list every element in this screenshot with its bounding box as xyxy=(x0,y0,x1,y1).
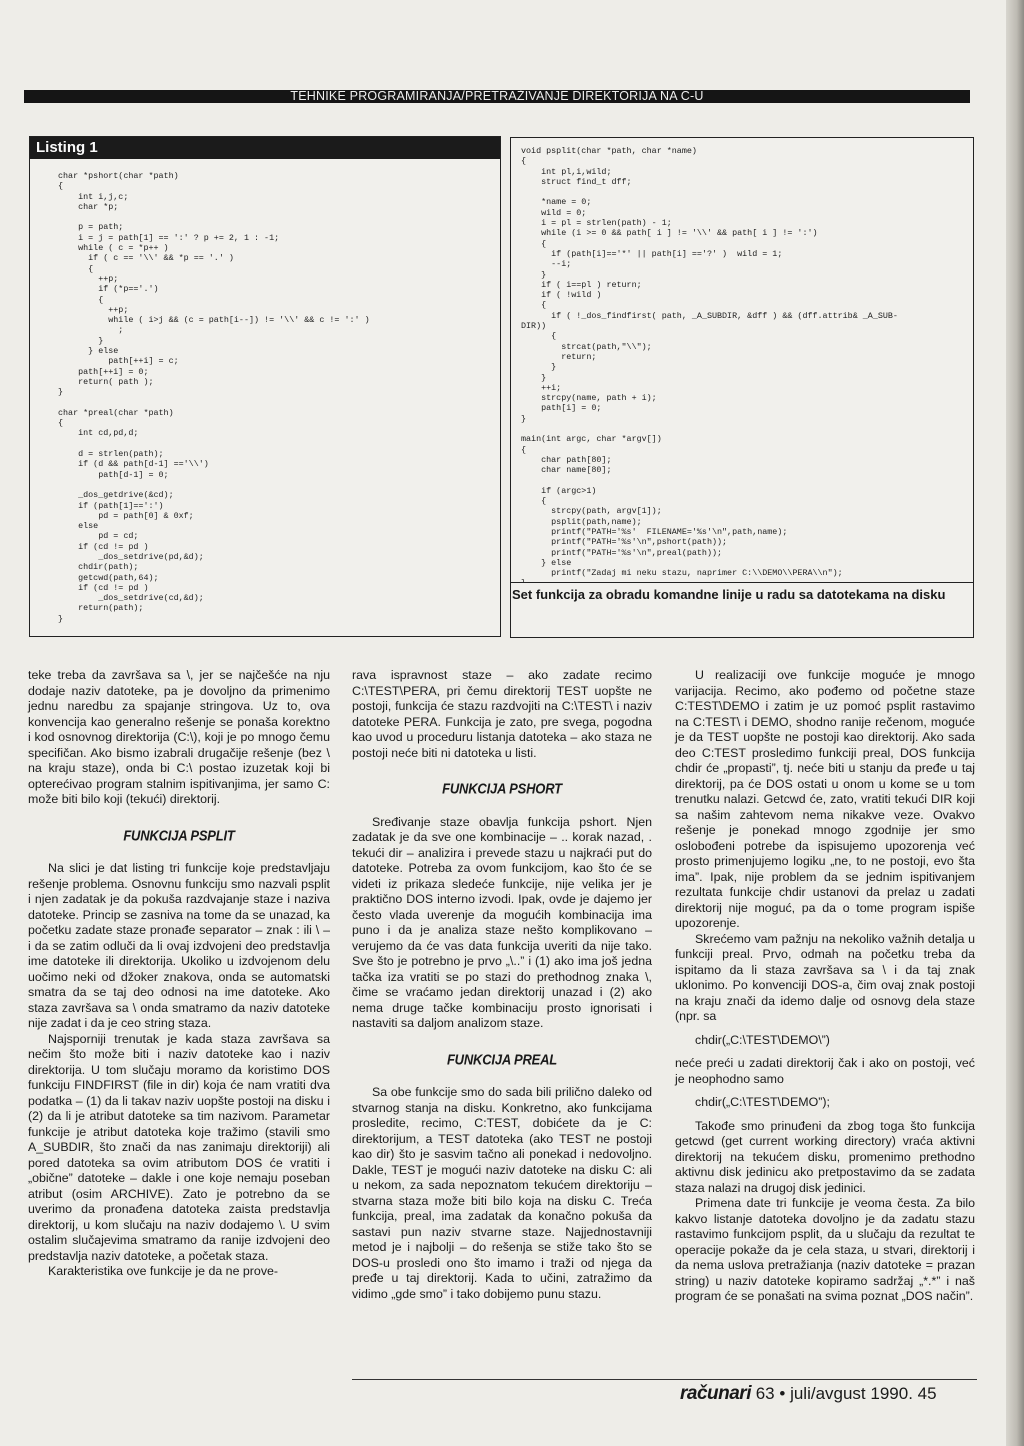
bullet-icon: • xyxy=(779,1384,786,1403)
issue-number: 63 xyxy=(755,1384,775,1403)
article-column-1 xyxy=(28,668,330,1280)
paragraph: Sa obe funkcije smo do sada bili prilično daleko od stvarnog stanja na disku. Konkretno, ako funkcijama prosledite, recimo, C:TEST, dobićete da je C: direktorijum, a TEST datoteka (ako TEST ne postoji kao dir) što je sasvim tačno ali ponekad i nedovoljno. Dakle, TEST je mogući naziv datoteke na disku C: ali u nekom, za sada nepoznatom tekućem direktoriju – stvarna staza može biti bilo koja na disku C. Treća funkcija, preal, ima zadatak da konačno pokuša da sastavi pun naziv stvarne staze. Najjednostavniji metod je i najbolji – do rešenja se stiže tako što se DOS-u prosledi ono što imamo i traži od njega da pređe u taj direktorij. Kada to učini, zatražimo da vidimo „gde smo” i tako dobijemo punu stazu. xyxy=(352,1085,652,1301)
paragraph: U realizaciji ove funkcije moguće je mnogo varijacija. Recimo, ako pođemo od početne staze C:TEST\DEMO i zatim je uz pomoć psplit rastavimo na C:TEST\ i DEMO, shodno ranije rečenom, moguće je da TEST uopšte ne postoji kao direktorij. Ako sada deo C:TEST prosledimo funkciji preal, DOS funkcija chdir će „propasti”, tj. neće biti u stanju da pređe u taj direktorij, pa će DOS ostati u onom u kome se u tom trenutku nalazi. Getcwd će, zato, vratiti tekući DIR koji sa našim zahtevom nema nikakve veze. Ovakvo rešenje je ponekad mnogo zgodnije jer smo oslobođeni potrebe da ispisujemo upozorenja već prosto primenjujemo logiku „ne, to ne postoji, evo šta ima”. Ipak, nije problem da se jednim ispitivanjem rezultata funkcije chdir ustanovi da prelaz u zadati direktorij nije moguć, pa da o tome program ispiše upozorenje. xyxy=(675,668,975,930)
page-footer xyxy=(680,1384,937,1404)
paragraph: Sređivanje staze obavlja funkcija pshort. Njen zadatak je da sve one kombinacije – .. korak nazad, . tekući dir – analizira i prevede stazu u najkraći put do datoteke. Potreba za ovom funkcijom, kao što će se videti iz prikaza sledeće funkcije, nije velika jer je praktično DOS interno izvodi. Ipak, ovde je dajemo jer često vlada uverenje da mogućih kombinacija ima puno i da je analiza staze nešto komplikovano – verujemo da će vas data funkcija uveriti da nije tako. Sve što je potrebno je prvo „\..” i (1) ako ima još jedna tačka iza vratiti se po stazi do prethodnog znaka \, čime se vraćamo jedan direktorij unazad i (2) ako nema druge tačke kombinaciju prosto ignorisati i nastaviti sa daljom analizom staze. xyxy=(352,814,652,1030)
magazine-brand: računari xyxy=(680,1383,751,1404)
paragraph: Skrećemo vam pažnju na nekoliko važnih detalja u funkciji preal. Prvo, odmah na početku treba da ispitamo da li staza završava sa \ i da taj znak uklonimo. Po konvenciji DOS-a, čim ovaj znak postoji na kraju znači da idemo dalje od osnovg dela staze (npr. sa xyxy=(675,931,975,1023)
paragraph: Takođe smo prinuđeni da zbog toga što funkcija getcwd (get current working directory) vraća aktivni direktorij na tekućem disku, promenimo prethodno aktivnu disk jedinicu ako pretpostavimo da se zadata staza nalazi na drugoj disk jedinici. xyxy=(675,1118,975,1195)
listing-caption: Set funkcija za obradu komandne linije u radu sa datotekama na disku xyxy=(511,582,973,637)
page-edge xyxy=(1006,0,1024,1446)
paragraph: Karakteristika ove funkcije je da ne prove- xyxy=(48,1264,279,1278)
paragraph: rava ispravnost staze – ako zadate recimo C:\TEST\PERA, pri čemu direktorij TEST uopšte ne postoji, funkcija će stazu razdvojiti na C:\TEST\ i naziv datoteke PERA. Funkcija je zato, pre svega, pogodna kao uvod u proceduru listanja datoteka – ako staza ne postoji neće biti ni datoteka u listi. xyxy=(352,668,652,760)
listing-label: Listing 1 xyxy=(30,137,500,159)
page-number: 45 xyxy=(917,1384,937,1403)
paragraph: Primena date tri funkcije je veoma česta. Za bilo kakvo listanje datoteka dovoljno je da zadatu stazu rastavimo funkcijom psplit, da u slučaju da rezultat te operacije pokaže da je cela staza, u stvari, direktorij i da nema uslova pretražianja (naziv datoteke = prazan string) u naziv datoteke kopiramo sadržaj „*.*” i naš program će se ponašati na svima poznat „DOS način”. xyxy=(675,1196,975,1303)
article-column-3 xyxy=(675,668,975,1305)
section-heading-preal: FUNKCIJA PREAL xyxy=(446,1050,558,1068)
listing-panel xyxy=(29,136,501,637)
code-listing-left: char *pshort(char *path) { int i,j,c; char *p; p = path; i = j = path[1] == ':' ? p += 2, 1 : -1; while ( c = *p++ ) if ( c == '\\' && *p == '.' ) { ++p; if (*p=='.') { ++p; while ( i>j && (c = path[i--]) != '\\' && c != ':' ) ; } } else path[++i] = c; path[++i] = 0; return( path ); } char *preal(char *path) { int cd,pd,d; d = strlen(path); if (d && path[d-1] =='\\') path[d-1] = 0; _dos_getdrive(&cd); if (path[1]==':') pd = path[0] & 0xf; else pd = cd; if (cd != pd ) _dos_setdrive(pd,&d); chdir(path); getcwd(path,64); if (cd != pd ) _dos_setdrive(cd,&d); return(path); } xyxy=(58,171,370,624)
paragraph: neće preći u zadati direktorij čak i ako on postoji, već je neophodno samo xyxy=(675,1056,975,1086)
paragraph: Najsporniji trenutak je kada staza završava sa nečim što može biti i naziv datoteke kao i naziv direktorija. U tom slučaju moramo da koristimo DOS funkciju FINDFIRST (file in dir) koja će nam vratiti dva podatka – (1) da li takav naziv uopšte postoji na disku i (2) da li je atribut datoteke sa tim nazivom. Parametar funkcije je atribut datoteka koje tražimo (stavili smo A_SUBDIR, što znači da nas zanimaju direktoriji) ali pored datoteka sa ovim atributom DOS će vratiti i „obične” datoteke – dakle i one koje nemaju poseban atribut (osim ARCHIVE). Zato je potrebno da se uverimo da pronađena datoteka zaista predstavlja direktorij, u kom slučaju na naziv dodajemo \. U svim ostalim slučajevima smatramo da ranije izdvojeni deo predstavlja naziv datoteke, a početak staza. xyxy=(28,1031,330,1263)
section-heading-pshort: FUNKCIJA PSHORT xyxy=(442,780,562,797)
code-example: chdir(„C:\TEST\DEMO”); xyxy=(695,1095,830,1109)
paragraph: teke treba da završava sa \, jer se najčešće na nju dodaje naziv datoteke, pa je dovoljno da primenimo jednu naredbu za spajanje stringova. Uz to, ova konvencija kao generalno rešenje se ponaša korektno i kod osnovnog direktorija (C:\), koji je po mnogo čemu specifičan. Ako bismo izabrali drugačije rešenje (bez \ na kraju staze), onda bi C:\ postao izuzetak koji bi opterećivao program stalnim ispitivanjima, jer samo C: može biti bilo koji (tekući) direktorij. xyxy=(28,668,330,806)
code-example: chdir(„C:\TEST\DEMO\”) xyxy=(695,1032,830,1047)
code-listing-right: void psplit(char *path, char *name) { int pl,i,wild; struct find_t dff; *name = 0; wild = 0; i = pl = strlen(path) - 1; while (i >= 0 && path[ i ] != '\\' && path[ i ] != ':') { if (path[i]=='*' || path[i] =='?' ) wild = 1; --i; } if ( i==pl ) return; if ( !wild ) { if ( !_dos_findfirst( path, _A_SUBDIR, &dff ) && (dff.attrib& _A_SUB- DIR)) { strcat(path,"\\"); return; } } ++i; strcpy(name, path + i); path[i] = 0; } main(int argc, char *argv[]) { char path[80]; char name[80]; if (argc>1) { strcpy(path, argv[1]); psplit(path,name); printf("PATH='%s' FILENAME='%s'\n",path,name); printf("PATH='%s'\n",pshort(path)); printf("PATH='%s'\n",preal(path)); } else printf("Zadaj mi neku stazu, naprimer C:\\DEMO\\PERA\\n"); xyxy=(521,146,898,579)
footer-rule xyxy=(352,1379,977,1380)
article-column-2 xyxy=(352,668,652,1302)
issue-date: juli/avgust 1990. xyxy=(790,1384,913,1403)
paragraph: Na slici je dat listing tri funkcije koje predstavljaju rešenje problema. Osnovnu funkciju smo nazvali psplit i njen zadatak je da pokuša razdvajanje staze i naziva datoteke. Princip se zasniva na tome da se unazad, ka početku zadate staze pronađe separator – znak : ili \ – i da se zatim odluči da li ovaj izdvojeni deo predstavlja ime datoteke ili direktorija. Ukoliko u izdvojenom delu uočimo neki od džoker znakova, onda se automatski smatra da se taj deo odnosi na ime datoteke. Ako staza završava sa \ onda smatramo da naziv datoteke nije zadat i da je ceo string staza. xyxy=(28,861,330,1030)
section-heading-psplit: FUNKCIJA PSPLIT xyxy=(123,826,235,844)
listing-panel-right xyxy=(510,137,974,638)
section-header: TEHNIKE PROGRAMIRANJA/PRETRAŽIVANJE DIREKTORIJA NA C-U xyxy=(24,90,970,103)
